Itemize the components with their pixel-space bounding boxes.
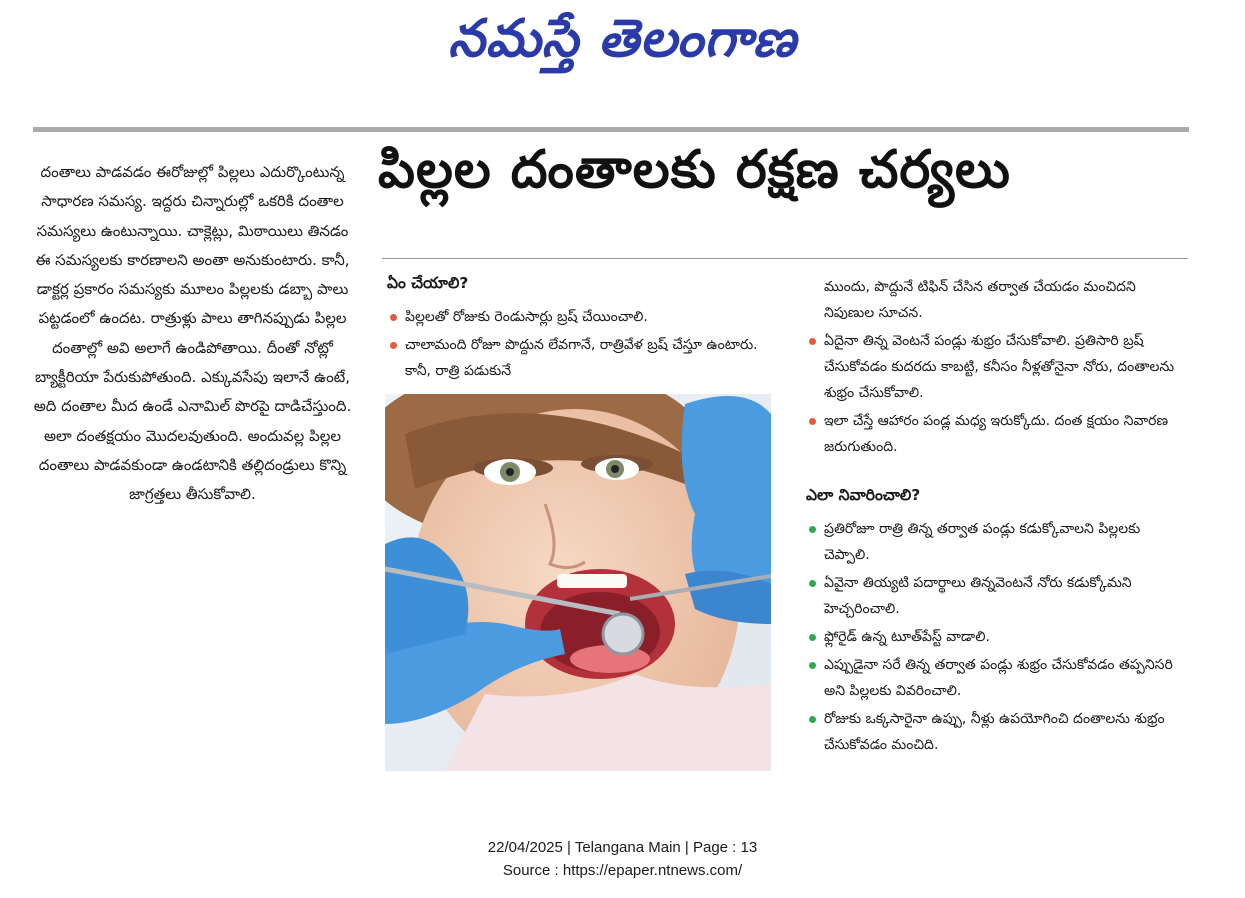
- what-to-do-heading: ఏం చేయాలి?: [387, 274, 469, 292]
- what-to-do-column: [387, 270, 772, 386]
- bullet-icon: [809, 634, 816, 641]
- list-item: ఫ్లోరైడ్ ఉన్న టూత్‌పేస్ట్ వాడాలి.: [806, 624, 1189, 650]
- bullet-icon: [809, 662, 816, 669]
- list-item: ఎప్పుడైనా సరే తిన్న తర్వాత పండ్లు శుభ్రం చేసుకోవడం తప్పనిసరి అని పిల్లలకు వివరించాలి.: [806, 652, 1189, 704]
- bullet-icon: [809, 580, 816, 587]
- child-dentist-image: [385, 394, 771, 771]
- prevention-heading: ఎలా నివారించాలి?: [806, 486, 921, 504]
- footer-source-line[interactable]: Source : https://epaper.ntnews.com/: [502, 862, 743, 879]
- bullet-icon: [809, 418, 816, 425]
- bullet-icon: [809, 338, 816, 345]
- list-item: ప్రతిరోజూ రాత్రి తిన్న తర్వాత పండ్లు కడుక్కోవాలని పిల్లలకు చెప్పాలి.: [806, 516, 1189, 568]
- list-item: ఏదైనా తిన్న వెంటనే పండ్లు శుభ్రం చేసుకోవాలి. ప్రతిసారి బ్రష్ చేసుకోవడం కుదరదు కాబట్టి, కనీసం నీళ్లతోనైనా నోరు, దంతాలను శుభ్రం చేసుకోవాలి.: [806, 328, 1189, 406]
- list-item: రోజుకు ఒక్కసారైనా ఉప్పు, నీళ్లు ఉపయోగించి దంతాలను శుభ్రం చేసుకోవడం మంచిది.: [806, 706, 1189, 758]
- list-item: చాలామంది రోజూ పొద్దున లేవగానే, రాత్రివేళ బ్రష్ చేస్తూ ఉంటారు. కానీ, రాత్రి పడుకునే: [387, 332, 772, 384]
- dentist-photo: [385, 394, 771, 771]
- headline-rule: [382, 258, 1188, 259]
- footer-date-line: 22/04/2025 | Telangana Main | Page : 13: [487, 839, 758, 856]
- bullet-icon: [809, 526, 816, 533]
- bullet-icon: [390, 342, 397, 349]
- header-rule: [33, 127, 1189, 132]
- newspaper-logo: నమస్తే తెలంగాణ: [448, 8, 797, 69]
- intro-column: [30, 158, 355, 510]
- list-item: ఏవైనా తియ్యటి పదార్థాలు తిన్నవెంటనే నోరు కడుక్కోమని హెచ్చరించాలి.: [806, 570, 1189, 622]
- continued-text: ముందు, పొద్దునే టిఫిన్ చేసిన తర్వాత చేయడం మంచిదని నిపుణుల సూచన.: [824, 279, 1136, 321]
- article-headline: పిల్లల దంతాలకు రక్షణ చర్యలు: [378, 140, 1011, 200]
- intro-text: దంతాలు పాడవడం ఈరోజుల్లో పిల్లలు ఎదుర్కొంటున్న సాధారణ సమస్య. ఇద్దరు చిన్నారుల్లో ఒకరికి దంతాల సమస్యలు ఉంటున్నాయి. చాక్లెట్లు, మిఠాయిలు తినడం ఈ సమస్యలకు కారణాలని అంతా అనుకుంటారు. కానీ, డాక్టర్ల ప్రకారం సమస్యకు మూలం పిల్లలకు డబ్బా పాలు పట్టడంలో ఉందట. రాత్రుళ్లు పాలు తాగినప్పుడు పిల్లల దంతాల్లో అవి అలాగే ఉండిపోతాయి. దీంతో నోట్లో బ్యాక్టీరియా పేరుకుపోతుంది. ఎక్కువసేపు ఇలానే ఉంటే, అది దంతాల మీద ఉండే ఎనామిల్ పొరపై దాడిచేస్తుంది. అలా దంతక్షయం మొదలవుతుంది. అందువల్ల పిల్లల దంతాలు పాడవకుండా ఉండటానికి తల్లిదండ్రులు కొన్ని జాగ్రత్తలు తీసుకోవాలి.: [33, 163, 352, 504]
- page-footer: [0, 836, 1245, 882]
- list-item: పిల్లలతో రోజుకు రెండుసార్లు బ్రష్ చేయించాలి.: [387, 304, 772, 330]
- what-to-do-continued-column: [806, 274, 1189, 760]
- masthead: [0, 0, 1245, 90]
- bullet-icon: [390, 314, 397, 321]
- bullet-icon: [809, 716, 816, 723]
- list-item: ఇలా చేస్తే ఆహారం పండ్ల మధ్య ఇరుక్కోదు. దంత క్షయం నివారణ జరుగుతుంది.: [806, 408, 1189, 460]
